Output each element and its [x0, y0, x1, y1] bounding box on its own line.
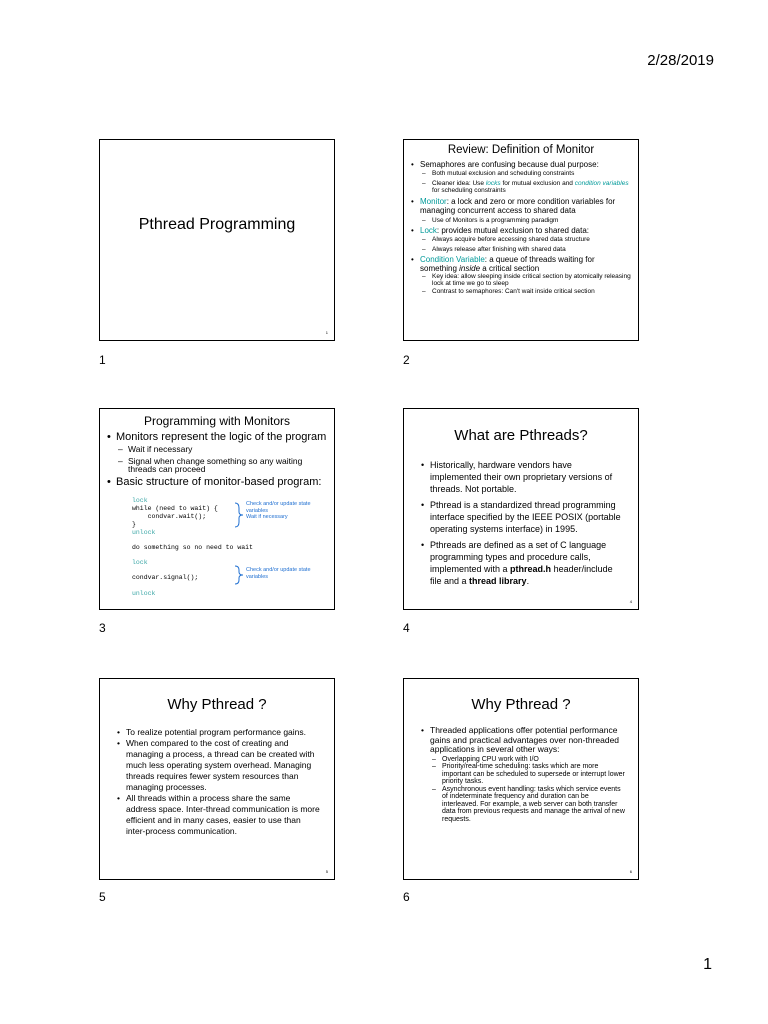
slide-3-bullet-2: • Basic structure of monitor-based program:	[106, 476, 328, 488]
slide-4-footer: 4	[629, 599, 632, 604]
slide-2-bullet-3: • Lock: provides mutual exclusion to shared data: – Always acquire before accessing shared data structure – Always release after finishing with shared data	[410, 226, 632, 253]
code-while-block: while (need to wait) { condvar.wait(); }	[132, 505, 218, 528]
slide-5	[99, 678, 335, 880]
brace-2	[233, 565, 245, 585]
slide-2-sub-5: – Always release after finishing with shared data	[420, 246, 632, 254]
slide-2-sub-6: – Key idea: allow sleeping inside critical section by atomically releasing lock at time we go to sleep	[420, 274, 632, 287]
code-unlock: unlock	[132, 529, 156, 536]
slide-1-footer: 1	[325, 330, 328, 335]
slide-6-bullet-1: • Threaded applications offer potential performance gains and practical advantages over non-threaded applications in several other ways: – Overlapping CPU work with I/O – Priority/real-time scheduling: tasks which are more important can be scheduled to supersede or interrupt lower priority tasks. – Asynchronous event handling: tasks which service events of indeterminate frequency and duration can be interleaved. For example, a web server can both transfer data from previous requests and manage the arrival of new requests.	[420, 726, 626, 823]
slide-2-title: Review: Definition of Monitor	[447, 144, 595, 156]
slide-5-footer: 5	[325, 869, 328, 874]
slide-3	[99, 408, 335, 610]
code-lock: lock	[132, 497, 148, 504]
slide-6-number: 6	[403, 890, 410, 904]
slide-5-bullet-3: • All threads within a process share the same address space. Inter-thread communication is more efficient and in many cases, easier to use than inter-process communication.	[116, 793, 322, 837]
slide-5-bullet-2: • When compared to the cost of creating and managing a process, a thread can be created with much less operating system overhead. Managing threads requires fewer system resources than managing processes.	[116, 738, 322, 793]
slide-2-bullet-4: • Condition Variable: a queue of threads waiting for something inside a critical section – Key idea: allow sleeping inside critical section by atomically releasing lock at time we go to sleep – Contrast to semaphores: Can't wait inside critical section	[410, 255, 632, 296]
code-signal: condvar.signal();	[132, 574, 199, 581]
slide-6	[403, 678, 639, 880]
brace-note-2: Wait if necessary	[246, 514, 288, 520]
slide-2	[403, 139, 639, 341]
slide-6-footer: 6	[629, 869, 632, 874]
slide-2-bullet-1: • Semaphores are confusing because dual purpose: – Both mutual exclusion and scheduling constraints – Cleaner idea: Use locks for mutual exclusion and condition variables for scheduling constraints	[410, 160, 632, 195]
slide-3-bullet-1: • Monitors represent the logic of the program – Wait if necessary – Signal when change something so any waiting threads can proceed	[106, 431, 328, 474]
slide-6-sub-2: – Priority/real-time scheduling: tasks which are more important can be scheduled to supersede or interrupt lower priority tasks.	[430, 763, 626, 786]
slide-2-sub-2: – Cleaner idea: Use locks for mutual exclusion and condition variables for scheduling constraints	[420, 180, 632, 195]
brace-note-3: Check and/or update state variables	[246, 567, 311, 580]
page-number: 1	[703, 956, 712, 973]
handout-date: 2/28/2019	[647, 52, 714, 69]
brace-1	[233, 502, 245, 528]
code-lock-2: lock	[132, 559, 148, 566]
slide-3-title: Programming with Monitors	[143, 414, 291, 428]
slide-4-title: What are Pthreads?	[454, 427, 588, 444]
slide-6-sub-3: – Asynchronous event handling: tasks which service events of indeterminate frequency and duration can be interleaved. For example, a web server can both transfer data from previous requests and manage the arrival of new requests.	[430, 786, 626, 824]
slide-4-number: 4	[403, 621, 410, 635]
slide-4-bullet-3: • Pthreads are defined as a set of C language programming types and procedure calls, implemented with a pthread.h header/include file and a thread library.	[420, 539, 624, 587]
slide-4-bullet-1: • Historically, hardware vendors have implemented their own proprietary versions of threads. Not portable.	[420, 459, 624, 495]
slide-5-bullet-1: • To realize potential program performance gains.	[116, 727, 322, 738]
slide-3-sub-2: – Signal when change something so any waiting threads can proceed	[116, 457, 328, 474]
slide-5-title: Why Pthread ?	[167, 696, 267, 713]
slide-5-number: 5	[99, 890, 106, 904]
slide-2-sub-1: – Both mutual exclusion and scheduling constraints	[420, 170, 632, 178]
code-unlock-2: unlock	[132, 590, 156, 597]
slide-4-bullet-2: • Pthread is a standardized thread programming interface specified by the IEEE POSIX (portable operating systems interface) in 1995.	[420, 499, 624, 535]
slide-1-title: Pthread Programming	[138, 216, 296, 233]
slide-1	[99, 139, 335, 341]
slide-1-number: 1	[99, 353, 106, 367]
slide-2-number: 2	[403, 353, 410, 367]
slide-6-sub-1: – Overlapping CPU work with I/O	[430, 756, 626, 764]
code-do-something: do something so no need to wait	[132, 544, 253, 551]
slide-2-sub-7: – Contrast to semaphores: Can't wait inside critical section	[420, 288, 632, 296]
slide-3-number: 3	[99, 621, 106, 635]
slide-4	[403, 408, 639, 610]
slide-2-sub-4: – Always acquire before accessing shared data structure	[420, 236, 632, 244]
slide-3-sub-1: – Wait if necessary	[116, 445, 328, 454]
slide-6-title: Why Pthread ?	[471, 696, 571, 713]
brace-note-1: Check and/or update state variables	[246, 501, 311, 514]
slide-2-sub-3: – Use of Monitors is a programming paradigm	[420, 217, 632, 225]
slide-2-bullet-2: • Monitor: a lock and zero or more condition variables for managing concurrent access to shared data – Use of Monitors is a programming paradigm	[410, 197, 632, 225]
